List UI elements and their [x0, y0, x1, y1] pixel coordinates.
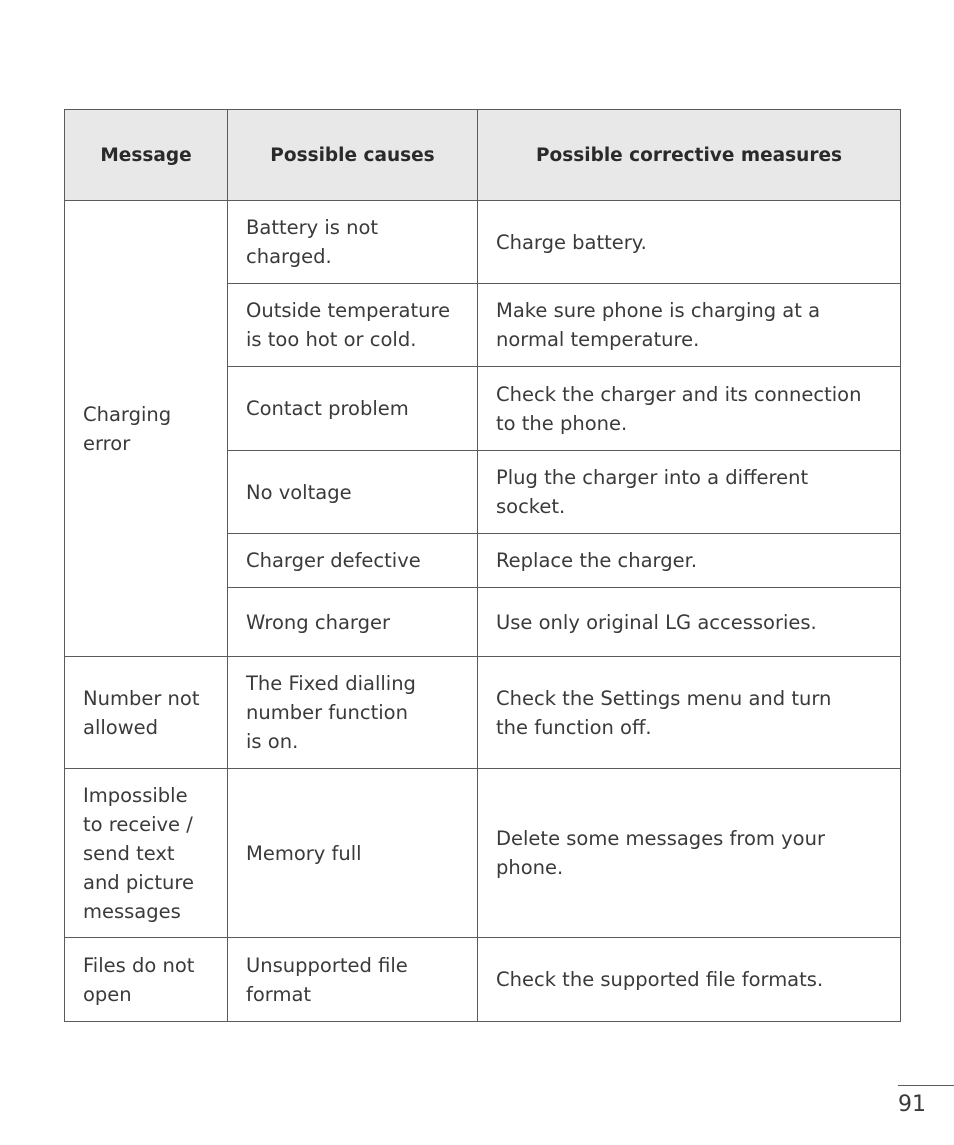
cause-text: Charger defective [246, 549, 421, 572]
cause-text: Outside temperature is too hot or cold. [246, 299, 451, 351]
page-number: 91 [898, 1092, 926, 1117]
header-possible-causes: Possible causes [228, 110, 478, 201]
message-cell [65, 657, 228, 769]
table-header-row [65, 110, 901, 201]
measure-cell [478, 534, 901, 588]
cause-cell [228, 201, 478, 284]
cause-cell [228, 769, 478, 938]
cause-text: Contact problem [246, 397, 409, 420]
cause-cell [228, 588, 478, 657]
cause-cell [228, 534, 478, 588]
message-text: Number not allowed [83, 686, 200, 739]
measure-text: Make sure phone is charging at a normal temperature. [496, 299, 821, 351]
cause-cell [228, 451, 478, 534]
cause-cell [228, 938, 478, 1022]
cause-text: No voltage [246, 480, 352, 504]
measure-text: Charge battery. [496, 230, 647, 254]
measure-cell [478, 367, 901, 451]
cause-text: Unsupported file format [246, 953, 408, 1006]
cause-cell [228, 367, 478, 451]
cause-text: Battery is not charged. [246, 216, 379, 268]
table-row [65, 657, 901, 769]
measure-cell [478, 284, 901, 367]
cause-cell [228, 284, 478, 367]
measure-text: Use only original LG accessories. [496, 610, 817, 634]
measure-cell [478, 938, 901, 1022]
measure-text: Check the Settings menu and turn the function off. [496, 686, 832, 739]
measure-text: Check the supported file formats. [496, 968, 824, 991]
cause-text: The Fixed dialling number function is on. [246, 672, 416, 753]
header-corrective-measures: Possible corrective measures [478, 110, 901, 201]
message-text: Charging error [83, 402, 172, 455]
cause-text: Wrong charger [246, 610, 390, 634]
measure-cell [478, 769, 901, 938]
message-text: Files do not open [83, 953, 195, 1006]
measure-cell [478, 657, 901, 769]
measure-text: Plug the charger into a different socket. [496, 466, 809, 518]
measure-text: Check the charger and its connection to the phone. [496, 382, 862, 435]
table-row [65, 769, 901, 938]
message-cell [65, 769, 228, 938]
table-row [65, 201, 901, 284]
measure-cell [478, 201, 901, 284]
message-cell [65, 201, 228, 657]
cause-cell [228, 657, 478, 769]
measure-text: Delete some messages from your phone. [496, 827, 825, 879]
measure-cell [478, 588, 901, 657]
header-message: Message [65, 110, 228, 201]
table-row [65, 938, 901, 1022]
page-number-rule [898, 1085, 954, 1086]
message-text: Impossible to receive / send text and picture messages [83, 783, 194, 923]
troubleshooting-table [64, 109, 901, 1022]
measure-text: Replace the charger. [496, 549, 698, 572]
cause-text: Memory full [246, 841, 362, 865]
message-cell [65, 938, 228, 1022]
measure-cell [478, 451, 901, 534]
